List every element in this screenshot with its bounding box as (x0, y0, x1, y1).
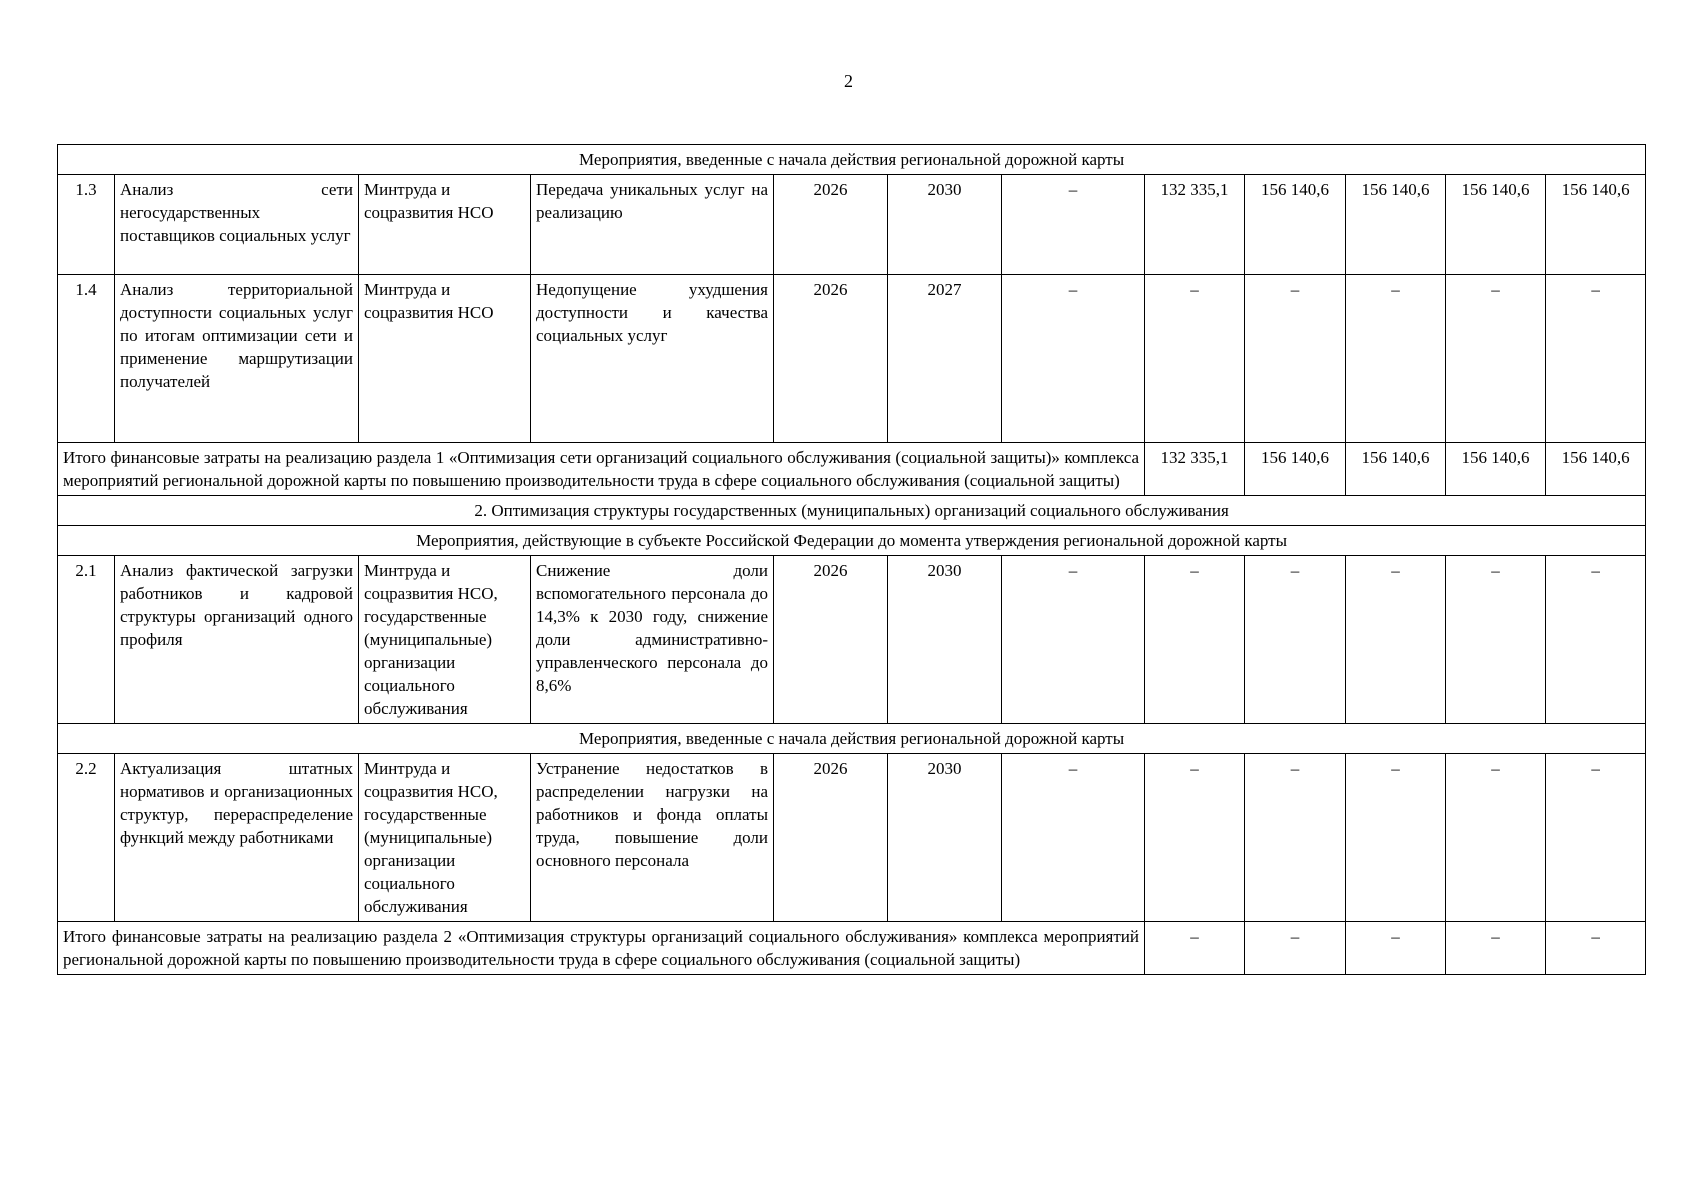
dash-cell: – (1002, 175, 1145, 275)
total-value: – (1446, 922, 1546, 975)
value-cell: – (1346, 754, 1446, 922)
total-value: 156 140,6 (1546, 443, 1646, 496)
total-value: 156 140,6 (1446, 443, 1546, 496)
activity-cell: Анализ фактической загрузки работников и кадровой структуры организаций одного профиля (115, 556, 359, 724)
result-cell: Устранение недостатков в распределении нагрузки на работников и фонда оплаты труда, повышение доли основного персонала (531, 754, 774, 922)
end-year-cell: 2030 (888, 556, 1002, 724)
page-number: 2 (844, 71, 853, 91)
section-header: Мероприятия, действующие в субъекте Российской Федерации до момента утверждения региональной дорожной карты (58, 526, 1646, 556)
value-cell: – (1446, 754, 1546, 922)
start-year-cell: 2026 (774, 175, 888, 275)
activity-cell: Анализ сети негосударственных поставщиков социальных услуг (115, 175, 359, 275)
value-cell: – (1346, 556, 1446, 724)
result-cell: Снижение доли вспомогательного персонала до 14,3% к 2030 году, снижение доли административно-управленческого персонала до 8,6% (531, 556, 774, 724)
start-year-cell: 2026 (774, 754, 888, 922)
table-row (58, 556, 1646, 724)
total-row (58, 922, 1646, 975)
end-year-cell: 2030 (888, 175, 1002, 275)
value-cell: – (1245, 556, 1346, 724)
table-row (58, 275, 1646, 443)
result-cell: Передача уникальных услуг на реализацию (531, 175, 774, 275)
value-cell: 132 335,1 (1145, 175, 1245, 275)
total-value: 132 335,1 (1145, 443, 1245, 496)
executor-cell: Минтруда и соцразвития НСО, государственные (муниципальные) организации социального обслуживания (359, 754, 531, 922)
row-number: 2.1 (58, 556, 115, 724)
value-cell: 156 140,6 (1346, 175, 1446, 275)
value-cell: 156 140,6 (1546, 175, 1646, 275)
activity-cell: Актуализация штатных нормативов и организационных структур, перераспределение функций между работниками (115, 754, 359, 922)
start-year-cell: 2026 (774, 556, 888, 724)
value-cell: – (1245, 754, 1346, 922)
row-number: 2.2 (58, 754, 115, 922)
total-value: – (1145, 922, 1245, 975)
value-cell: – (1145, 556, 1245, 724)
value-cell: – (1546, 556, 1646, 724)
dash-cell: – (1002, 275, 1145, 443)
result-cell: Недопущение ухудшения доступности и качества социальных услуг (531, 275, 774, 443)
section-header: Мероприятия, введенные с начала действия региональной дорожной карты (58, 724, 1646, 754)
value-cell: – (1145, 754, 1245, 922)
end-year-cell: 2027 (888, 275, 1002, 443)
total-value: 156 140,6 (1245, 443, 1346, 496)
executor-cell: Минтруда и соцразвития НСО, государственные (муниципальные) организации социального обслуживания (359, 556, 531, 724)
value-cell: – (1245, 275, 1346, 443)
value-cell: – (1446, 275, 1546, 443)
start-year-cell: 2026 (774, 275, 888, 443)
activity-cell: Анализ территориальной доступности социальных услуг по итогам оптимизации сети и применение маршрутизации получателей (115, 275, 359, 443)
executor-cell: Минтруда и соцразвития НСО (359, 275, 531, 443)
end-year-cell: 2030 (888, 754, 1002, 922)
row-number: 1.4 (58, 275, 115, 443)
total-value: – (1245, 922, 1346, 975)
value-cell: – (1346, 275, 1446, 443)
section-header-row (58, 145, 1646, 175)
section-header: Мероприятия, введенные с начала действия региональной дорожной карты (58, 145, 1646, 175)
value-cell: – (1446, 556, 1546, 724)
total-value: – (1546, 922, 1646, 975)
table-row (58, 175, 1646, 275)
total-value: 156 140,6 (1346, 443, 1446, 496)
executor-cell: Минтруда и соцразвития НСО (359, 175, 531, 275)
section-title: 2. Оптимизация структуры государственных (муниципальных) организаций социального обслуживания (58, 496, 1646, 526)
value-cell: – (1546, 275, 1646, 443)
table-row (58, 754, 1646, 922)
total-row (58, 443, 1646, 496)
dash-cell: – (1002, 754, 1145, 922)
total-label: Итого финансовые затраты на реализацию раздела 2 «Оптимизация структуры организаций социального обслуживания» комплекса мероприятий региональной дорожной карты по повышению производительности труда в сфере социального обслуживания (социальной защиты) (58, 922, 1145, 975)
dash-cell: – (1002, 556, 1145, 724)
total-label: Итого финансовые затраты на реализацию раздела 1 «Оптимизация сети организаций социального обслуживания (социальной защиты)» комплекса мероприятий региональной дорожной карты по повышению производительности труда в сфере социального обслуживания (социальной защиты) (58, 443, 1145, 496)
row-number: 1.3 (58, 175, 115, 275)
value-cell: – (1546, 754, 1646, 922)
total-value: – (1346, 922, 1446, 975)
section-header-row (58, 724, 1646, 754)
roadmap-table (57, 144, 1646, 975)
value-cell: 156 140,6 (1245, 175, 1346, 275)
value-cell: 156 140,6 (1446, 175, 1546, 275)
section-header-row (58, 526, 1646, 556)
section-title-row (58, 496, 1646, 526)
value-cell: – (1145, 275, 1245, 443)
